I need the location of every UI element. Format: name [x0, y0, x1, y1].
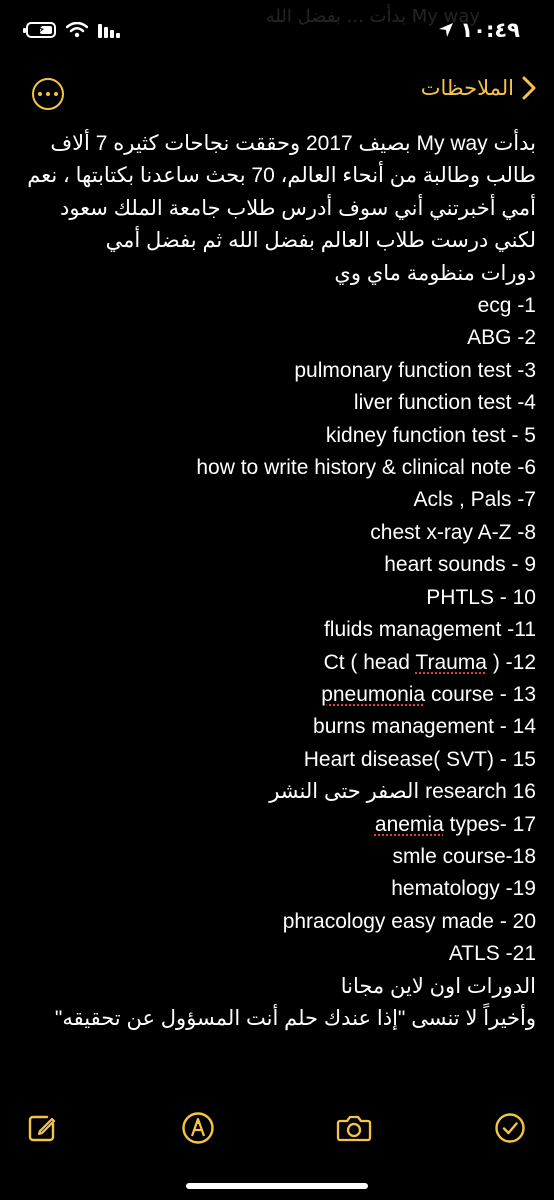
note-line: ecg -1	[477, 294, 536, 318]
note-line: smle course-18	[392, 844, 536, 868]
note-line: hematology -19	[391, 877, 536, 901]
markup-button[interactable]	[178, 1108, 218, 1148]
cellular-signal-icon	[98, 22, 122, 38]
clock-time: ١٠:٤٩	[460, 18, 520, 42]
note-line: kidney function test - 5	[325, 423, 536, 447]
status-indicators	[26, 22, 122, 38]
wifi-icon	[66, 22, 88, 38]
charging-bolt-icon: ⚡	[36, 22, 46, 38]
chevron-back-icon	[522, 76, 536, 100]
note-line: burns management - 14	[313, 715, 536, 739]
note-line: ATLS -21	[448, 942, 536, 966]
note-line: Ct ( head Trauma ) -12	[323, 650, 536, 674]
note-line: pulmonary function test -3	[294, 358, 536, 382]
back-to-notes-button[interactable]	[421, 76, 536, 100]
camera-icon	[336, 1113, 372, 1143]
note-closing-line: وأخيراً لا تنسى "إذا عندك حلم أنت المسؤول عن تحقيقه"	[54, 1006, 536, 1030]
note-line: الدورات اون لاين مجانا	[340, 974, 536, 998]
note-line: heart sounds - 9	[384, 553, 536, 577]
battery-icon	[26, 22, 56, 38]
note-line: PHTLS - 10	[426, 585, 536, 609]
note-intro-paragraph: بدأت My way بصيف 2017 وحققت نجاحات كثيره 7 ألاف طالب وطالبة من أنحاء العالم، 70 بحث ساعدنا بكتابتها ، نعم أمي أخبرتني أني سوف أدرس طلاب جامعة الملك سعود لكني درست طلاب العالم بفضل الله ثم بفضل أمي	[27, 132, 536, 253]
back-label: الملاحظات	[420, 76, 514, 100]
note-line: anemia types- 17	[374, 812, 536, 836]
navigation-bar	[0, 66, 554, 122]
home-indicator[interactable]	[186, 1183, 368, 1189]
note-line: research 16 الصفر حتى النشر	[269, 780, 536, 804]
note-line: دورات منظومة ماي وي	[334, 261, 536, 285]
camera-button[interactable]	[334, 1108, 374, 1148]
bottom-toolbar	[0, 1100, 554, 1160]
note-line: ABG -2	[467, 326, 536, 350]
spellcheck-word: anemia	[374, 812, 444, 836]
note-line: pneumonia course - 13	[321, 682, 536, 706]
compose-icon	[27, 1113, 57, 1143]
compose-button[interactable]	[22, 1108, 62, 1148]
location-arrow-icon	[438, 22, 454, 38]
note-line: how to write history & clinical note -6	[196, 456, 536, 480]
status-time-group	[438, 18, 520, 42]
checklist-button[interactable]	[490, 1108, 530, 1148]
ellipsis-dot	[46, 92, 50, 96]
ellipsis-dot	[54, 92, 58, 96]
note-line: liver function test -4	[353, 391, 536, 415]
note-line: fluids management -11	[323, 618, 536, 642]
spellcheck-word: pneumonia	[321, 682, 426, 706]
note-line: chest x-ray A-Z -8	[370, 520, 536, 544]
ellipsis-icon	[38, 92, 42, 96]
note-line: Heart disease( SVT) - 15	[303, 747, 536, 771]
spellcheck-word: Trauma	[415, 650, 487, 674]
note-line: phracology easy made - 20	[282, 909, 536, 933]
note-text-area[interactable]	[22, 128, 536, 1068]
more-options-button[interactable]	[32, 78, 64, 110]
note-line: Acls , Pals -7	[413, 488, 536, 512]
status-bar	[0, 0, 554, 60]
checklist-icon	[494, 1112, 526, 1144]
notification-banner-ghost: My way بدأت ... بفضل الله	[265, 6, 480, 27]
markup-icon	[181, 1111, 215, 1145]
